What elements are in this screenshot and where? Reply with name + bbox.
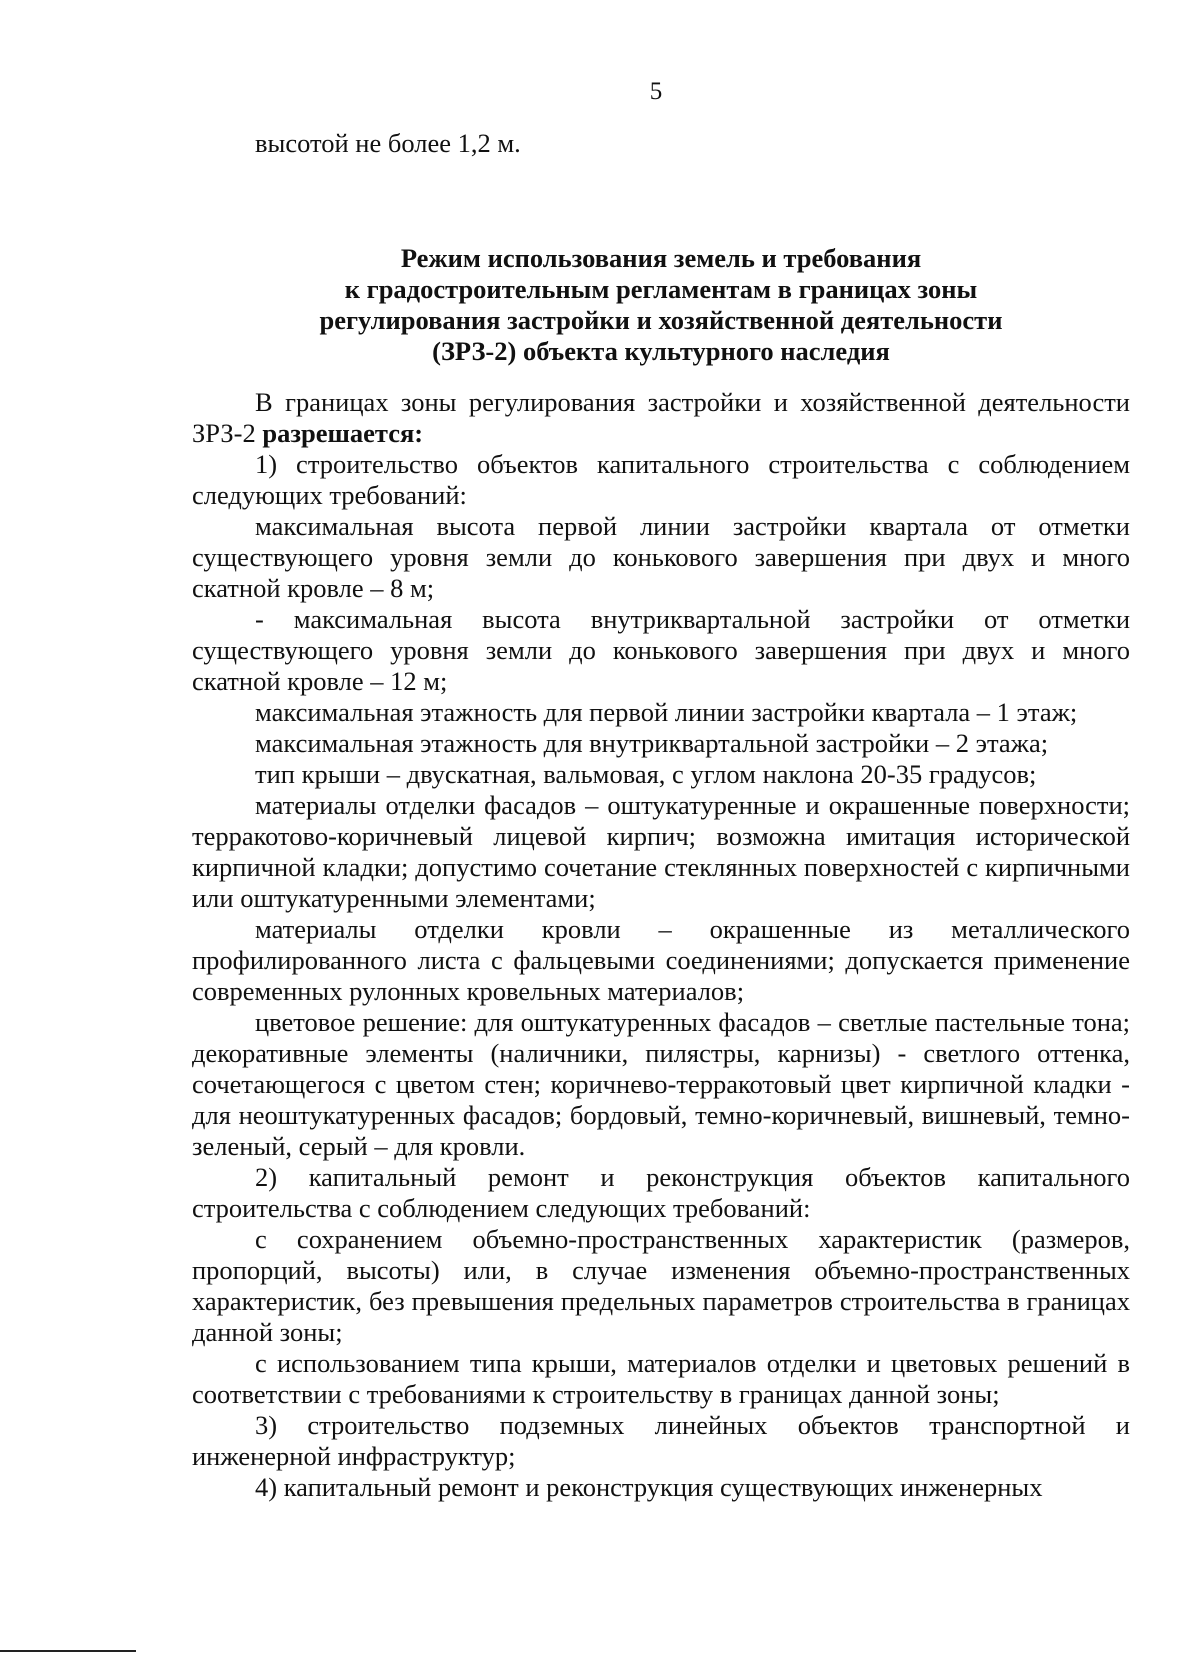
intro-text: В границах зоны регулирования застройки и хозяйственной деятельности ЗРЗ-2 (192, 387, 1130, 448)
paragraph: максимальная этажность для первой линии застройки квартала – 1 этаж; (255, 697, 1078, 727)
paragraph: материалы отделки фасадов – оштукатуренные и окрашенные поверхности; терракотово-коричневый лицевой кирпич; возможна имитация исторической кирпичной кладки; допустимо сочетание стеклянных поверхностей с кирпичными или оштукатуренными элементами; (192, 790, 1130, 913)
intro-bold: разрешается: (262, 418, 424, 448)
heading-line: (ЗРЗ-2) объекта культурного наследия (432, 336, 890, 366)
heading-line: регулирования застройки и хозяйственной деятельности (319, 305, 1003, 335)
paragraph: 2) капитальный ремонт и реконструкция объектов капитального строительства с соблюдением следующих требований: (192, 1162, 1130, 1223)
scan-edge-mark (0, 1650, 136, 1652)
paragraph: с использованием типа крыши, материалов отделки и цветовых решений в соответствии с требованиями к строительству в границах данной зоны; (192, 1348, 1130, 1409)
continuation-line: высотой не более 1,2 м. (255, 128, 521, 158)
section-heading (192, 243, 1130, 367)
paragraph: 3) строительство подземных линейных объектов транспортной и инженерной инфраструктур; (192, 1410, 1130, 1471)
paragraph: 1) строительство объектов капитального строительства с соблюдением следующих требований: (192, 449, 1130, 510)
paragraph: 4) капитальный ремонт и реконструкция существующих инженерных (255, 1472, 1043, 1502)
paragraph: - максимальная высота внутриквартальной застройки от отметки существующего уровня земли до конькового завершения при двух и много скатной кровле – 12 м; (192, 604, 1130, 696)
intro-paragraph (192, 387, 1130, 449)
paragraph: материалы отделки кровли – окрашенные из металлического профилированного листа с фальцевыми соединениями; допускается применение современных рулонных кровельных материалов; (192, 914, 1130, 1006)
paragraph: тип крыши – двускатная, вальмовая, с углом наклона 20-35 градусов; (255, 759, 1037, 789)
paragraph: с сохранением объемно-пространственных характеристик (размеров, пропорций, высоты) или, в случае изменения объемно-пространственных характеристик, без превышения предельных параметров строительства в границах данной зоны; (192, 1224, 1130, 1347)
heading-line: к градостроительным регламентам в границах зоны (344, 274, 978, 304)
paragraph: цветовое решение: для оштукатуренных фасадов – светлые пастельные тона; декоративные элементы (наличники, пилястры, карнизы) - светлого оттенка, сочетающегося с цветом стен; коричнево-терракотовый цвет кирпичной кладки - для неоштукатуренных фасадов; бордовый, темно-коричневый, вишневый, темно-зеленый, серый – для кровли. (192, 1007, 1130, 1161)
page-number: 5 (649, 78, 663, 105)
document-body (192, 128, 1130, 1503)
heading-line: Режим использования земель и требования (400, 243, 922, 273)
paragraph: максимальная высота первой линии застройки квартала от отметки существующего уровня земли до конькового завершения при двух и много скатной кровле – 8 м; (192, 511, 1130, 603)
paragraph: максимальная этажность для внутриквартальной застройки – 2 этажа; (255, 728, 1049, 758)
